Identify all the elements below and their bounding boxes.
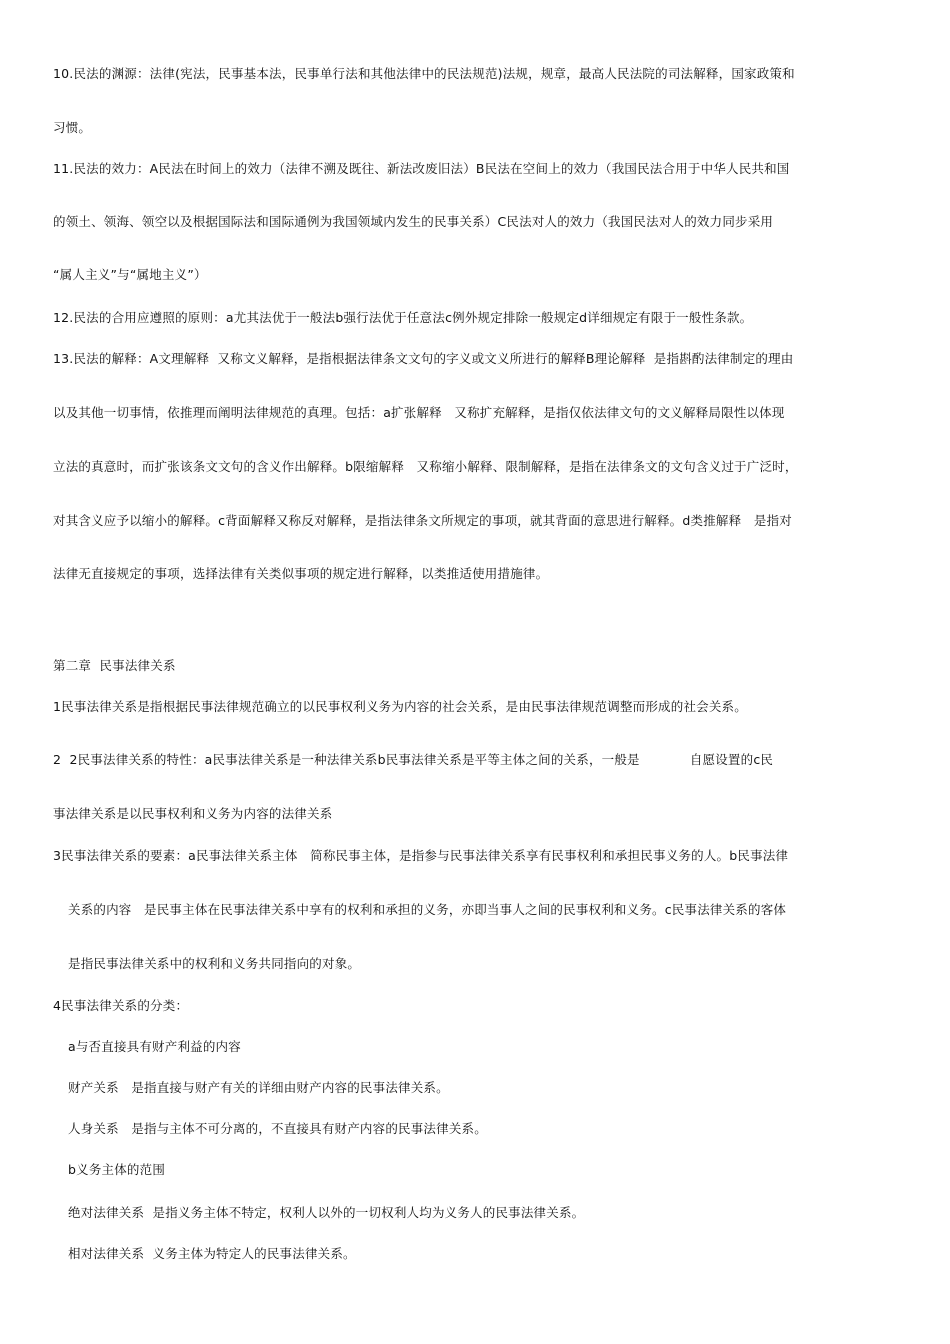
paragraph-line: 的领土、领海、领空以及根据国际法和国际通例为我国领域内发生的民事关系）C民法对人的效力（我国民法对人的效力同步采用 — [53, 214, 774, 229]
list-item: 财产关系 是指直接与财产有关的详细由财产内容的民事法律关系。 — [68, 1080, 449, 1095]
paragraph-line: 12.民法的合用应遵照的原则：a尤其法优于一般法b强行法优于任意法c例外规定排除一般规定d详细规定有限于一般性条款。 — [53, 310, 753, 325]
paragraph-line: 关系的内容 是民事主体在民事法律关系中享有的权利和承担的义务，亦即当事人之间的民事权利和义务。c民事法律关系的客体 — [68, 902, 787, 917]
list-item: b义务主体的范围 — [68, 1162, 166, 1177]
paragraph-line: 4民事法律关系的分类： — [53, 998, 189, 1013]
paragraph-line: 对其含义应予以缩小的解释。c背面解释又称反对解释，是指法律条文所规定的事项，就其背面的意思进行解释。d类推解释 是指对 — [53, 513, 792, 528]
list-item: 相对法律关系 义务主体为特定人的民事法律关系。 — [68, 1246, 356, 1261]
paragraph-line: 11.民法的效力：A民法在时间上的效力（法律不溯及既往、新法改废旧法）B民法在空间上的效力（我国民法合用于中华人民共和国 — [53, 161, 790, 176]
paragraph-line: 2 2民事法律关系的特性：a民事法律关系是一种法律关系b民事法律关系是平等主体之间的关系，一般是 自愿设置的c民 — [53, 752, 774, 767]
paragraph-line: “属人主义”与“属地主义”） — [53, 267, 207, 282]
paragraph-line: 以及其他一切事情，依推理而阐明法律规范的真理。包括：a扩张解释 又称扩充解释，是指仅依法律文句的文义解释局限性以体现 — [53, 405, 785, 420]
chapter-heading: 第二章 民事法律关系 — [53, 658, 176, 673]
paragraph-line: 1民事法律关系是指根据民事法律规范确立的以民事权利义务为内容的社会关系，是由民事法律规范调整而形成的社会关系。 — [53, 699, 747, 714]
paragraph-line: 3民事法律关系的要素：a民事法律关系主体 简称民事主体，是指参与民事法律关系享有民事权利和承担民事义务的人。b民事法律 — [53, 848, 789, 863]
paragraph-line: 事法律关系是以民事权利和义务为内容的法律关系 — [53, 806, 333, 821]
paragraph-line: 习惯。 — [53, 120, 92, 135]
list-item: 人身关系 是指与主体不可分离的，不直接具有财产内容的民事法律关系。 — [68, 1121, 487, 1136]
paragraph-line: 13.民法的解释：A文理解释 又称文义解释，是指根据法律条文文句的字义或文义所进行的解释B理论解释 是指斟酌法律制定的理由 — [53, 351, 794, 366]
paragraph-line: 10.民法的渊源：法律(宪法，民事基本法，民事单行法和其他法律中的民法规范)法规，规章，最高人民法院的司法解释，国家政策和 — [53, 66, 795, 81]
paragraph-line: 法律无直接规定的事项，选择法律有关类似事项的规定进行解释，以类推适使用措施律。 — [53, 566, 549, 581]
list-item: 绝对法律关系 是指义务主体不特定，权利人以外的一切权利人均为义务人的民事法律关系。 — [68, 1205, 585, 1220]
paragraph-line: 是指民事法律关系中的权利和义务共同指向的对象。 — [68, 956, 361, 971]
paragraph-line: 立法的真意时，而扩张该条文文句的含义作出解释。b限缩解释 又称缩小解释、限制解释，是指在法律条文的文句含义过于广泛时， — [53, 459, 798, 474]
list-item: a与否直接具有财产利益的内容 — [68, 1039, 241, 1054]
